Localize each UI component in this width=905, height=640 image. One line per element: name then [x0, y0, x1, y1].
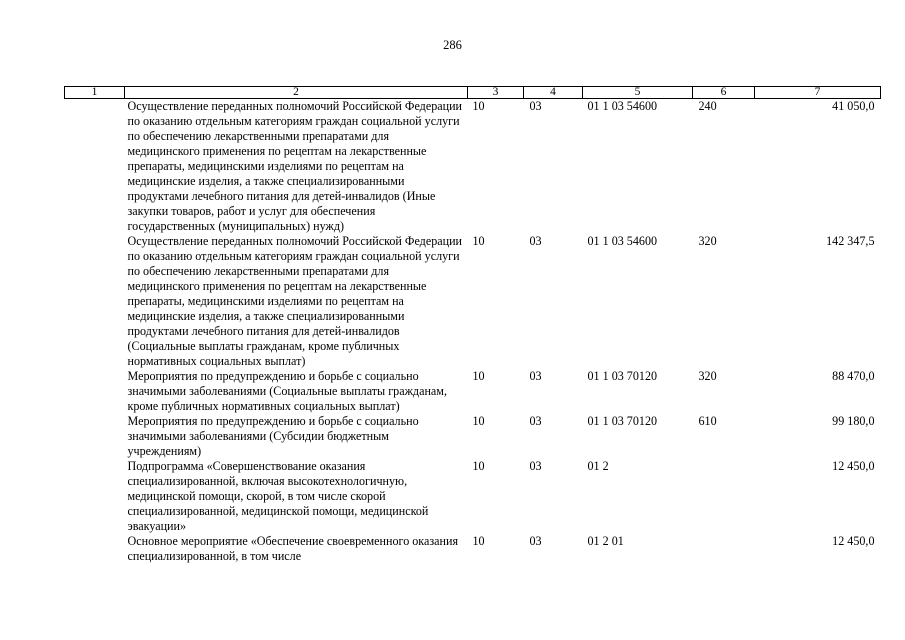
table-row	[65, 234, 881, 369]
column-header-5: 5	[583, 87, 693, 99]
row-spacer-cell	[65, 459, 125, 534]
target-article-cell: 01 1 03 70120	[587, 369, 658, 383]
row-spacer-cell	[65, 369, 125, 414]
amount-cell: 12 450,0	[832, 534, 875, 548]
expense-name-cell: Подпрограмма «Совершенствование оказания специализированной, включая высокотехнологичную, медицинской помощи, скорой, в том числе скорой специализированной, медицинской помощи, медицинской эвакуации»	[127, 459, 429, 533]
amount-cell: 142 347,5	[826, 234, 875, 248]
section-code-cell: 10	[472, 534, 485, 548]
section-code-cell: 10	[472, 459, 485, 473]
target-article-cell: 01 2	[587, 459, 609, 473]
expense-name-cell: Основное мероприятие «Обеспечение своевременного оказания специализированной, в том числе	[127, 534, 459, 563]
column-header-2: 2	[125, 87, 468, 99]
subsection-code-cell: 03	[529, 534, 542, 548]
expense-kind-cell	[693, 534, 755, 564]
table-row	[65, 459, 881, 534]
expense-name-cell: Мероприятия по предупреждению и борьбе с социально значимыми заболеваниями (Субсидии бюджетным учреждениям)	[127, 414, 419, 458]
column-header-4: 4	[524, 87, 583, 99]
column-number-header-row	[65, 87, 881, 99]
table-row	[65, 414, 881, 459]
target-article-cell: 01 1 03 54600	[587, 234, 658, 248]
column-header-7: 7	[755, 87, 881, 99]
target-article-cell: 01 1 03 54600	[587, 99, 658, 113]
section-code-cell: 10	[472, 369, 485, 383]
subsection-code-cell: 03	[529, 369, 542, 383]
amount-cell: 12 450,0	[832, 459, 875, 473]
page-number: 286	[443, 38, 462, 52]
target-article-cell: 01 1 03 70120	[587, 414, 658, 428]
column-header-1: 1	[65, 87, 125, 99]
expense-kind-cell: 320	[698, 369, 717, 383]
expense-name-cell: Осуществление переданных полномочий Российской Федерации по оказанию отдельным категориям граждан социальной услуги по обеспечению лекарственными препаратами для медицинского применения по рецептам на лекарственные препараты, медицинскими изделиями по рецептам на медицинские изделия, а также специализированными продуктами лечебного питания для детей-инвалидов (Социальные выплаты гражданам, кроме публичных нормативных социальных выплат)	[127, 234, 463, 368]
table-row	[65, 369, 881, 414]
budget-table	[64, 86, 881, 564]
expense-name-cell: Мероприятия по предупреждению и борьбе с социально значимыми заболеваниями (Социальные выплаты гражданам, кроме публичных нормативных социальных выплат)	[127, 369, 447, 413]
subsection-code-cell: 03	[529, 99, 542, 113]
expense-kind-cell	[693, 459, 755, 534]
column-header-3: 3	[468, 87, 524, 99]
expense-kind-cell: 320	[698, 234, 717, 248]
expense-name-cell: Осуществление переданных полномочий Российской Федерации по оказанию отдельным категориям граждан социальной услуги по обеспечению лекарственными препаратами для медицинского применения по рецептам на лекарственные препараты, медицинскими изделиями по рецептам на медицинские изделия, а также специализированными продуктами лечебного питания для детей-инвалидов (Иные закупки товаров, работ и услуг для обеспечения государственных (муниципальных) нужд)	[127, 99, 463, 233]
expense-kind-cell: 610	[698, 414, 717, 428]
column-header-6: 6	[693, 87, 755, 99]
table-row	[65, 534, 881, 564]
row-spacer-cell	[65, 534, 125, 564]
row-spacer-cell	[65, 234, 125, 369]
amount-cell: 88 470,0	[832, 369, 875, 383]
subsection-code-cell: 03	[529, 414, 542, 428]
row-spacer-cell	[65, 414, 125, 459]
expense-kind-cell: 240	[698, 99, 717, 113]
section-code-cell: 10	[472, 234, 485, 248]
row-spacer-cell	[65, 99, 125, 235]
section-code-cell: 10	[472, 414, 485, 428]
table-row	[65, 99, 881, 235]
subsection-code-cell: 03	[529, 459, 542, 473]
subsection-code-cell: 03	[529, 234, 542, 248]
amount-cell: 41 050,0	[832, 99, 875, 113]
section-code-cell: 10	[472, 99, 485, 113]
amount-cell: 99 180,0	[832, 414, 875, 428]
target-article-cell: 01 2 01	[587, 534, 624, 548]
